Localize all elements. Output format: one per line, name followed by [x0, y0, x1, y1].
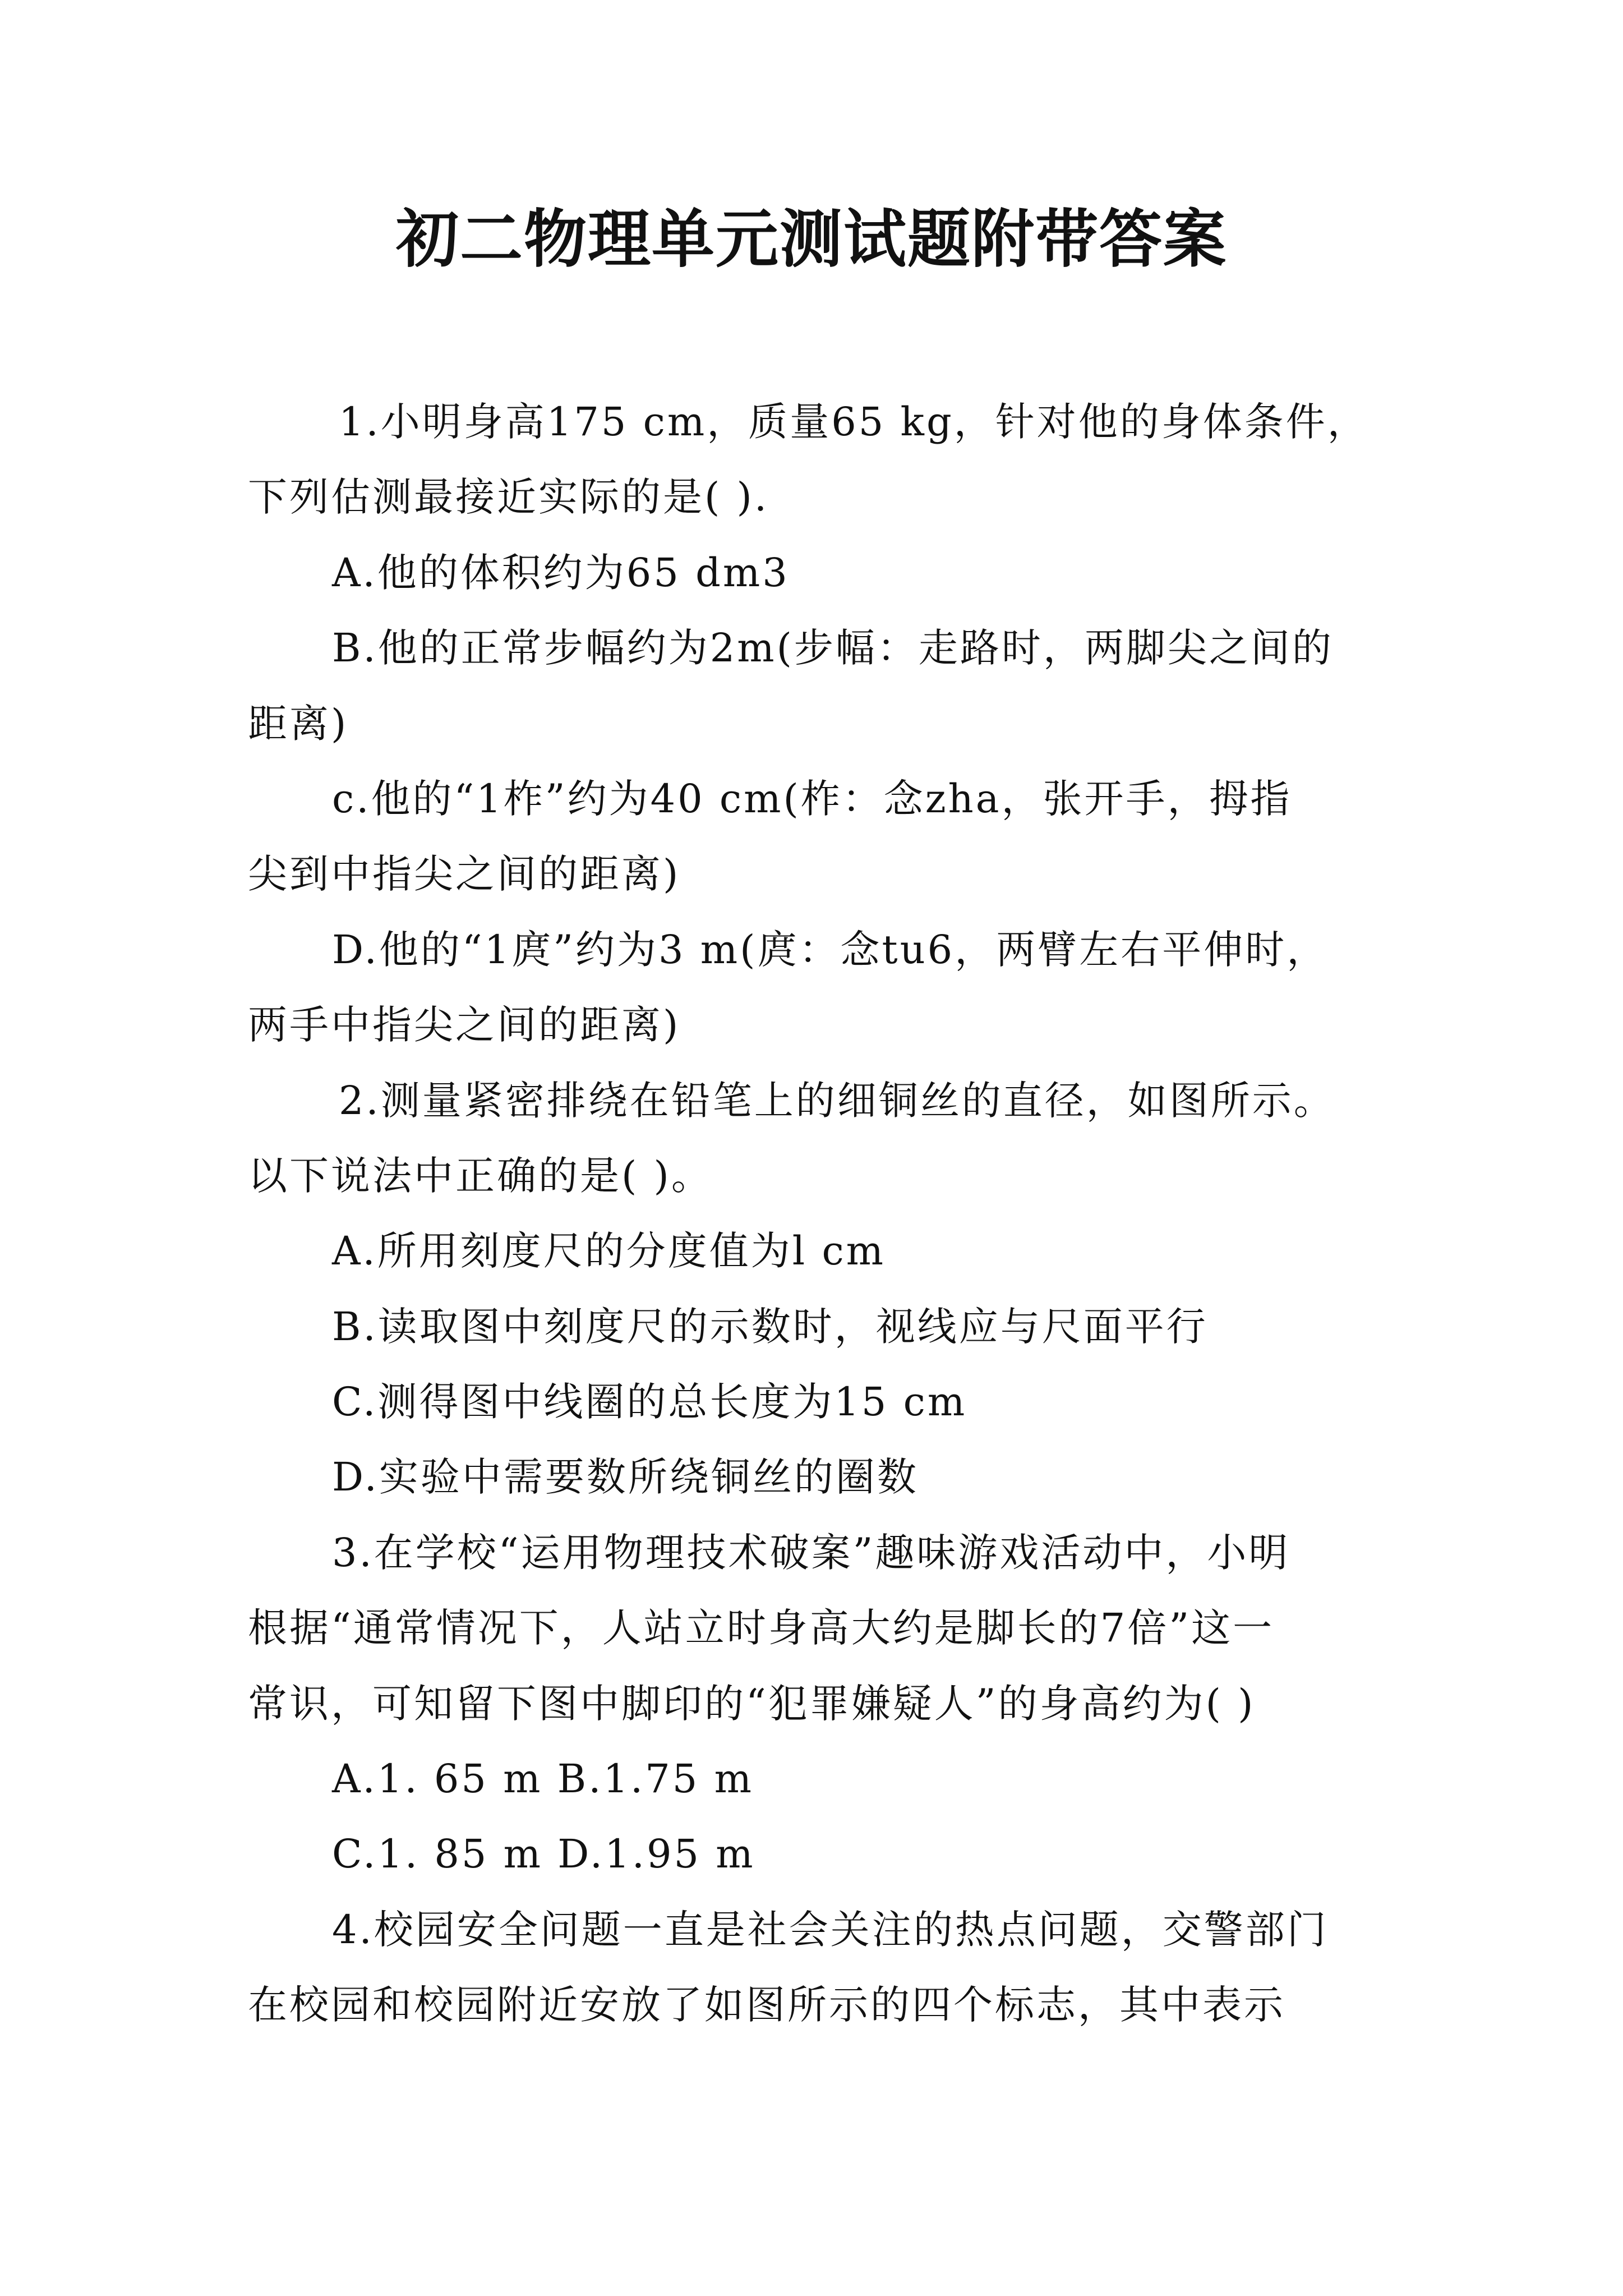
question-2-option-a: A.所用刻度尺的分度值为l cm [332, 1228, 886, 1274]
question-1-option-d-line-2: 两手中指尖之间的距离) [248, 1002, 681, 1048]
document-title: 初二物理单元测试题附带答案 [396, 203, 1227, 276]
question-3-line-3: 常识，可知留下图中脚印的“犯罪嫌疑人”的身高约为( ) [248, 1680, 1256, 1727]
question-2-option-b: B.读取图中刻度尺的示数时，视线应与尺面平行 [332, 1303, 1208, 1350]
question-1-line-1: 1.小明身高175 cm，质量65 kg，针对他的身体条件， [339, 399, 1369, 445]
question-3-line-2: 根据“通常情况下，人站立时身高大约是脚长的7倍”这一 [248, 1605, 1275, 1651]
question-1-option-c-line-1: c.他的“1柞”约为40 cm(柞：念zha，张开手，拇指 [332, 775, 1292, 822]
question-3-line-1: 3.在学校“运用物理技术破案”趣味游戏活动中，小明 [332, 1529, 1290, 1576]
question-4-line-2: 在校园和校园附近安放了如图所示的四个标志，其中表示 [248, 1982, 1285, 2028]
question-1-option-a: A.他的体积约为65 dm3 [332, 549, 790, 596]
document-body [248, 384, 1398, 2043]
question-2-line-1: 2.测量紧密排绕在铅笔上的细铜丝的直径，如图所示。 [339, 1077, 1335, 1124]
question-2-option-d: D.实验中需要数所绕铜丝的圈数 [332, 1454, 919, 1501]
question-4-line-1: 4.校园安全问题一直是社会关注的热点问题，交警部门 [332, 1906, 1329, 1953]
question-2-line-2: 以下说法中正确的是( )。 [248, 1152, 713, 1199]
question-1-option-b-line-1: B.他的正常步幅约为2m(步幅：走路时，两脚尖之间的 [332, 625, 1334, 671]
question-3-options-cd: C.1. 85 m D.1.95 m [332, 1831, 755, 1878]
question-1-option-c-line-2: 尖到中指尖之间的距离) [248, 851, 681, 898]
question-1-option-b-line-2: 距离) [248, 700, 349, 747]
question-1-line-2: 下列估测最接近实际的是( ). [248, 474, 769, 521]
question-2-option-c: C.测得图中线圈的总长度为15 cm [332, 1379, 967, 1425]
question-1-option-d-line-1: D.他的“1庹”约为3 m(庹：念tu6，两臂左右平伸时， [332, 926, 1329, 973]
question-3-options-ab: A.1. 65 m B.1.75 m [332, 1756, 754, 1802]
